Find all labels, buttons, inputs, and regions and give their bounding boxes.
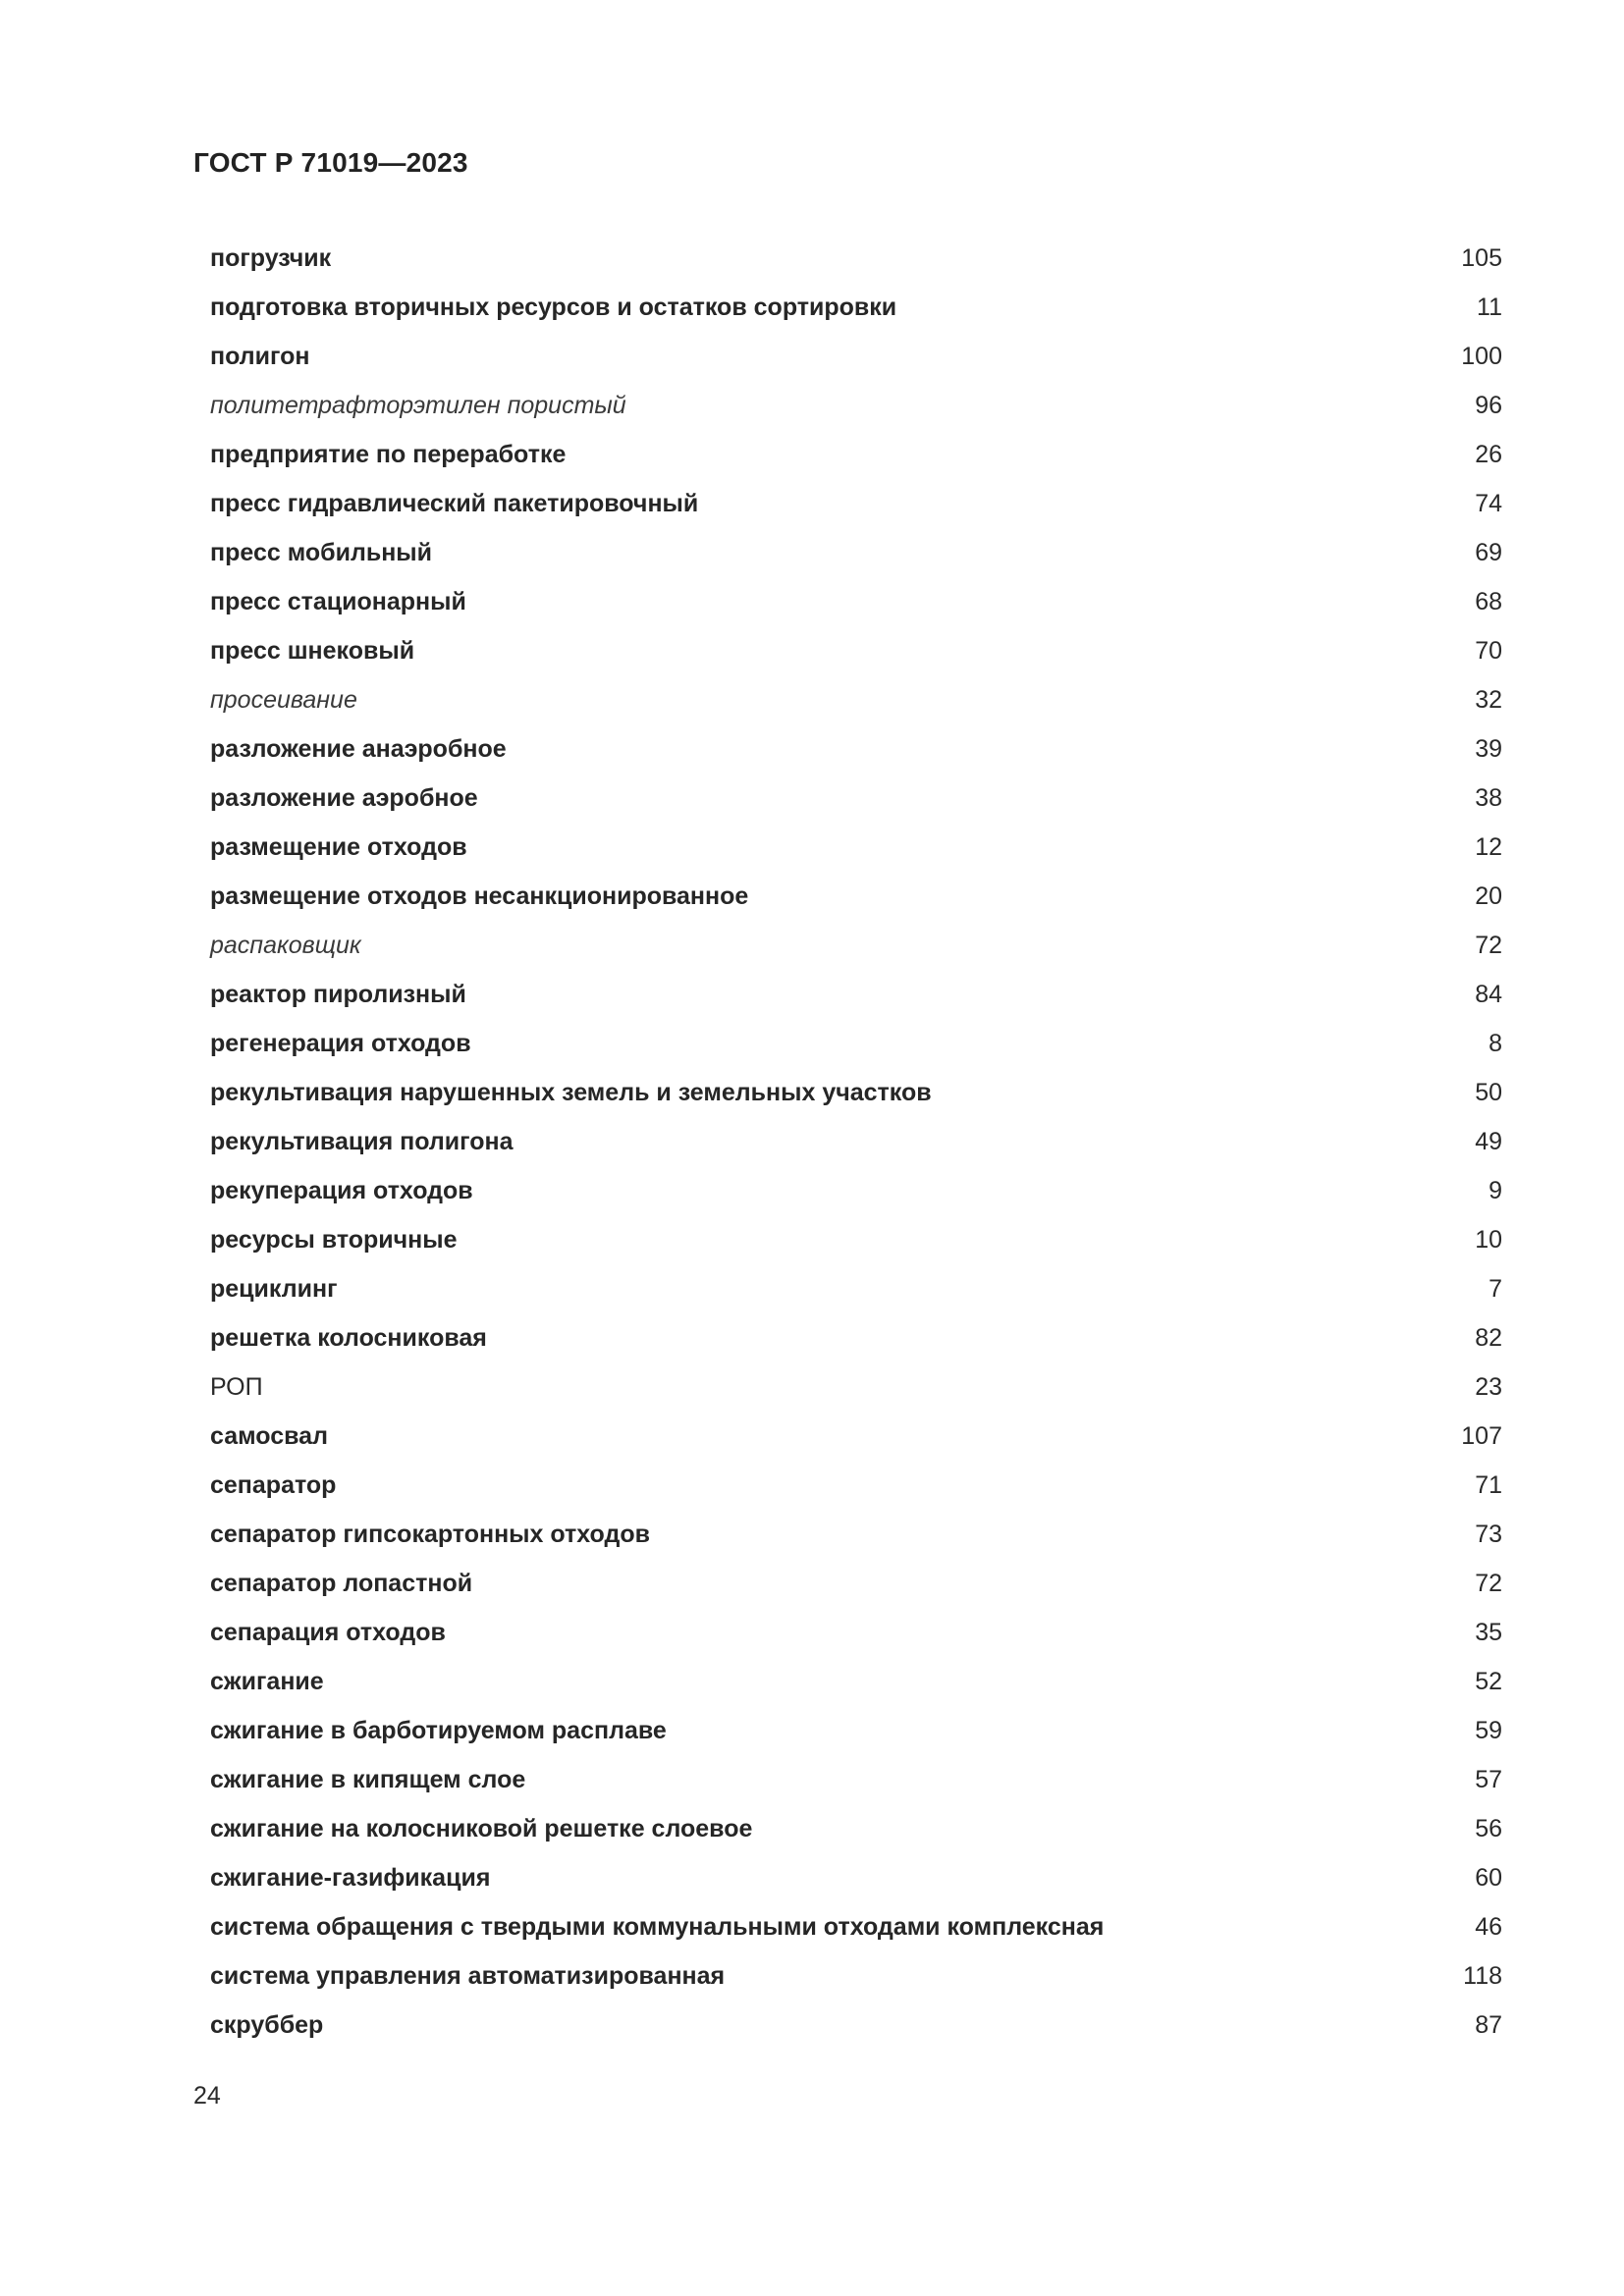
index-term-reference: 60 <box>1475 1864 1502 1892</box>
index-entry <box>210 921 1502 970</box>
index-entry <box>210 528 1502 577</box>
index-term: система управления автоматизированная <box>210 1962 726 1990</box>
index-entry <box>210 1608 1502 1657</box>
index-term: сепаратор гипсокартонных отходов <box>210 1521 651 1548</box>
index-term: система обращения с твердыми коммунальными отходами комплексная <box>210 1913 1105 1941</box>
index-term: самосвал <box>210 1422 328 1450</box>
index-term-reference: 46 <box>1475 1913 1502 1941</box>
index-term-reference: 84 <box>1475 981 1502 1008</box>
index-entry <box>210 1019 1502 1068</box>
index-entry <box>210 381 1502 430</box>
index-term-reference: 105 <box>1461 244 1502 272</box>
index-entry <box>210 1951 1502 2001</box>
index-entry <box>210 1313 1502 1362</box>
index-term-reference: 7 <box>1489 1275 1502 1303</box>
index-term: полигон <box>210 343 310 370</box>
index-term: пресс мобильный <box>210 539 433 566</box>
index-term: скруббер <box>210 2011 324 2039</box>
index-term: реактор пиролизный <box>210 981 466 1008</box>
index-entry <box>210 1068 1502 1117</box>
index-term: сжигание в кипящем слое <box>210 1766 526 1793</box>
index-entry <box>210 970 1502 1019</box>
index-term-reference: 68 <box>1475 588 1502 615</box>
index-term-reference: 87 <box>1475 2011 1502 2039</box>
index-entry <box>210 2001 1502 2050</box>
index-entry <box>210 1657 1502 1706</box>
index-term-reference: 69 <box>1475 539 1502 566</box>
index-term-reference: 35 <box>1475 1619 1502 1646</box>
index-term: сжигание <box>210 1668 324 1695</box>
index-term-reference: 38 <box>1475 784 1502 812</box>
index-entry <box>210 1117 1502 1166</box>
index-term: сжигание в барботируемом расплаве <box>210 1717 667 1744</box>
index-entry <box>210 626 1502 675</box>
index-entry <box>210 1755 1502 1804</box>
index-entry <box>210 1362 1502 1412</box>
index-term-reference: 70 <box>1475 637 1502 665</box>
index-term: предприятие по переработке <box>210 441 567 468</box>
index-term-reference: 72 <box>1475 932 1502 959</box>
index-term-reference: 9 <box>1489 1177 1502 1204</box>
index-term-reference: 52 <box>1475 1668 1502 1695</box>
index-entry <box>210 724 1502 774</box>
index-entry <box>210 1215 1502 1264</box>
index-term-reference: 10 <box>1475 1226 1502 1254</box>
index-term-reference: 39 <box>1475 735 1502 763</box>
index-term-reference: 74 <box>1475 490 1502 517</box>
index-term-reference: 50 <box>1475 1079 1502 1106</box>
index-term: пресс стационарный <box>210 588 466 615</box>
index-term-reference: 118 <box>1463 1962 1502 1990</box>
index-term-reference: 71 <box>1475 1471 1502 1499</box>
index-term: сепарация отходов <box>210 1619 446 1646</box>
index-entry <box>210 577 1502 626</box>
index-entry <box>210 1412 1502 1461</box>
index-entry <box>210 1510 1502 1559</box>
document-code-header: ГОСТ Р 71019—2023 <box>193 147 468 178</box>
index-term: сжигание на колосниковой решетке слоевое <box>210 1815 753 1842</box>
index-term: рекультивация нарушенных земель и земельных участков <box>210 1079 932 1106</box>
index-term: рециклинг <box>210 1275 338 1303</box>
index-entry <box>210 1559 1502 1608</box>
index-entry <box>210 1804 1502 1853</box>
index-entry <box>210 1706 1502 1755</box>
index-entry <box>210 1461 1502 1510</box>
index-entry <box>210 1902 1502 1951</box>
index-term-reference: 82 <box>1475 1324 1502 1352</box>
index-term-reference: 26 <box>1475 441 1502 468</box>
index-term: ресурсы вторичные <box>210 1226 458 1254</box>
index-term-reference: 56 <box>1475 1815 1502 1842</box>
index-term-reference: 73 <box>1475 1521 1502 1548</box>
index-term: распаковщик <box>210 932 361 959</box>
index-term-reference: 12 <box>1475 833 1502 861</box>
index-term-reference: 11 <box>1477 294 1502 321</box>
index-entry <box>210 872 1502 921</box>
index-term: размещение отходов несанкционированное <box>210 882 749 910</box>
index-term: пресс гидравлический пакетировочный <box>210 490 699 517</box>
index-term: размещение отходов <box>210 833 467 861</box>
index-entry <box>210 1853 1502 1902</box>
index-entry <box>210 283 1502 332</box>
index-term: разложение анаэробное <box>210 735 507 763</box>
index-term: политетрафторэтилен пористый <box>210 392 626 419</box>
index-term: РОП <box>210 1373 263 1401</box>
index-entry <box>210 823 1502 872</box>
index-entry <box>210 1264 1502 1313</box>
index-term-reference: 23 <box>1475 1373 1502 1401</box>
index-term: сжигание-газификация <box>210 1864 491 1892</box>
index-entry <box>210 479 1502 528</box>
index-term: сепаратор <box>210 1471 337 1499</box>
index-entry <box>210 430 1502 479</box>
index-term: погрузчик <box>210 244 332 272</box>
index-term: рекуперация отходов <box>210 1177 473 1204</box>
page-number: 24 <box>193 2082 221 2109</box>
index-term: рекультивация полигона <box>210 1128 514 1155</box>
index-entry <box>210 774 1502 823</box>
index-term: сепаратор лопастной <box>210 1570 473 1597</box>
index-term-reference: 59 <box>1475 1717 1502 1744</box>
index-term-reference: 57 <box>1475 1766 1502 1793</box>
index-term: регенерация отходов <box>210 1030 471 1057</box>
index-term-reference: 72 <box>1475 1570 1502 1597</box>
index-term-reference: 8 <box>1489 1030 1502 1057</box>
index-term: решетка колосниковая <box>210 1324 487 1352</box>
index-entry <box>210 234 1502 283</box>
index-entry <box>210 675 1502 724</box>
index-term-reference: 107 <box>1461 1422 1502 1450</box>
index-term: разложение аэробное <box>210 784 478 812</box>
index-term: подготовка вторичных ресурсов и остатков сортировки <box>210 294 897 321</box>
index-term: просеивание <box>210 686 357 714</box>
index-term-reference: 20 <box>1475 882 1502 910</box>
index-term-reference: 100 <box>1461 343 1502 370</box>
index-entry <box>210 1166 1502 1215</box>
index-entry <box>210 332 1502 381</box>
index-term: пресс шнековый <box>210 637 415 665</box>
alphabetical-index <box>210 234 1502 2050</box>
index-term-reference: 32 <box>1475 686 1502 714</box>
index-term-reference: 49 <box>1475 1128 1502 1155</box>
index-term-reference: 96 <box>1475 392 1502 419</box>
